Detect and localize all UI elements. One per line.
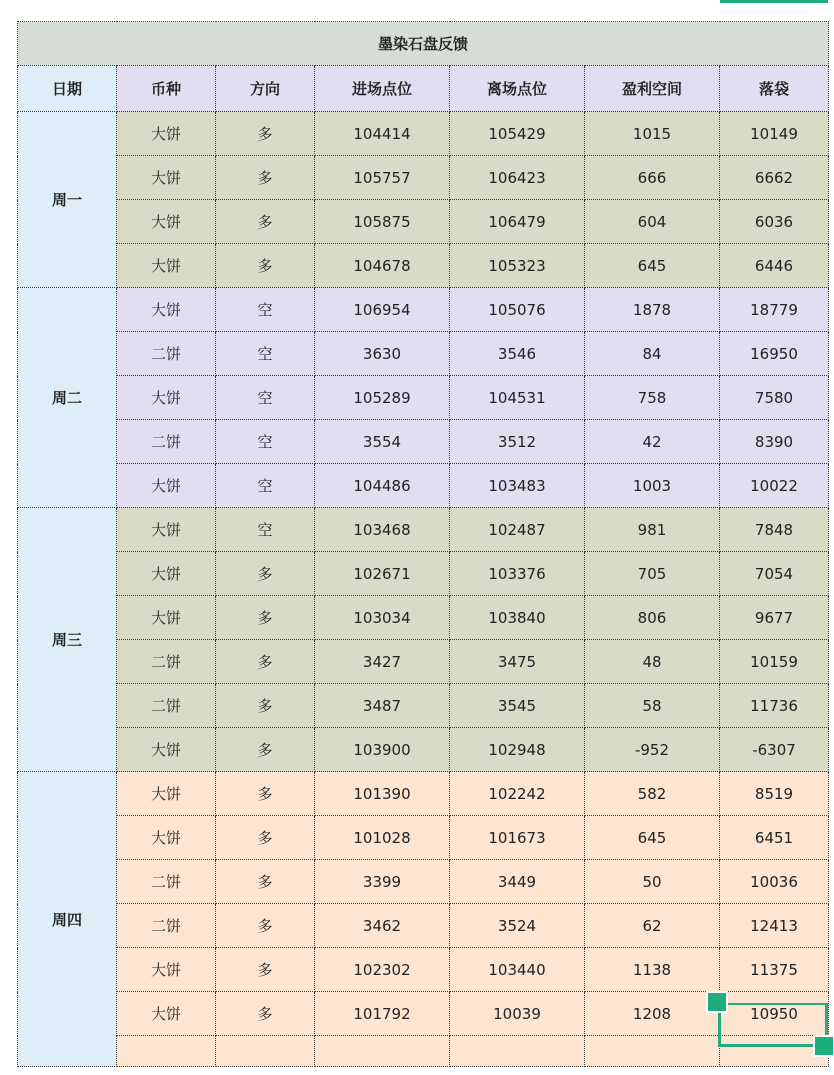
realized-cell[interactable]: 9677 (720, 596, 829, 640)
entry-cell[interactable]: 3554 (315, 420, 450, 464)
table-row (18, 112, 829, 156)
profit-space-cell[interactable]: 666 (585, 156, 720, 200)
realized-cell[interactable]: 10022 (720, 464, 829, 508)
table-row (18, 332, 829, 376)
table-row (18, 376, 829, 420)
entry-cell[interactable]: 3399 (315, 860, 450, 904)
exit-cell[interactable] (450, 1036, 585, 1067)
profit-space-cell[interactable]: 645 (585, 244, 720, 288)
coin-cell[interactable]: 大饼 (117, 992, 216, 1036)
coin-cell[interactable]: 二饼 (117, 640, 216, 684)
realized-cell[interactable]: 10149 (720, 112, 829, 156)
entry-cell[interactable]: 3487 (315, 684, 450, 728)
profit-space-cell[interactable]: 582 (585, 772, 720, 816)
table-row (18, 816, 829, 860)
cell-selection-box[interactable] (718, 1003, 828, 1047)
entry-cell[interactable]: 105875 (315, 200, 450, 244)
entry-cell[interactable]: 105757 (315, 156, 450, 200)
feedback-table (17, 21, 829, 1067)
exit-cell[interactable]: 102487 (450, 508, 585, 552)
direction-cell[interactable]: 多 (216, 684, 315, 728)
profit-space-cell[interactable]: 58 (585, 684, 720, 728)
profit-space-cell[interactable]: 1208 (585, 992, 720, 1036)
direction-cell[interactable]: 多 (216, 860, 315, 904)
exit-cell[interactable]: 3449 (450, 860, 585, 904)
profit-space-cell[interactable]: 62 (585, 904, 720, 948)
table-row (18, 640, 829, 684)
table-row (18, 508, 829, 552)
profit-space-cell[interactable]: 50 (585, 860, 720, 904)
profit-space-cell[interactable]: 1138 (585, 948, 720, 992)
table-row (18, 772, 829, 816)
exit-cell[interactable]: 105076 (450, 288, 585, 332)
sheet-title[interactable]: 墨染石盘反馈 (18, 22, 829, 66)
entry-cell[interactable]: 3630 (315, 332, 450, 376)
coin-cell[interactable]: 二饼 (117, 332, 216, 376)
header-entry[interactable]: 进场点位 (315, 66, 450, 112)
coin-cell[interactable]: 二饼 (117, 420, 216, 464)
exit-cell[interactable]: 104531 (450, 376, 585, 420)
direction-cell[interactable]: 多 (216, 112, 315, 156)
entry-cell[interactable]: 104414 (315, 112, 450, 156)
realized-cell[interactable]: 10950 (720, 992, 829, 1036)
profit-space-cell[interactable]: 806 (585, 596, 720, 640)
table-row (18, 244, 829, 288)
profit-space-cell[interactable]: 1015 (585, 112, 720, 156)
exit-cell[interactable]: 106479 (450, 200, 585, 244)
exit-cell[interactable]: 102242 (450, 772, 585, 816)
direction-cell[interactable]: 多 (216, 948, 315, 992)
table-row (18, 596, 829, 640)
profit-space-cell[interactable]: 1878 (585, 288, 720, 332)
direction-cell[interactable] (216, 1036, 315, 1067)
profit-space-cell[interactable]: 758 (585, 376, 720, 420)
table-row (18, 948, 829, 992)
realized-cell[interactable]: -6307 (720, 728, 829, 772)
profit-space-cell[interactable]: 42 (585, 420, 720, 464)
direction-cell[interactable]: 多 (216, 816, 315, 860)
direction-cell[interactable]: 多 (216, 992, 315, 1036)
coin-cell[interactable]: 大饼 (117, 244, 216, 288)
entry-cell[interactable]: 3427 (315, 640, 450, 684)
selection-handle-top-left[interactable] (706, 991, 728, 1013)
profit-space-cell[interactable]: 1003 (585, 464, 720, 508)
date-cell[interactable]: 周四 (18, 772, 117, 1067)
realized-cell[interactable]: 6446 (720, 244, 829, 288)
coin-cell[interactable]: 大饼 (117, 508, 216, 552)
table-row (18, 1036, 829, 1067)
realized-cell[interactable]: 6451 (720, 816, 829, 860)
entry-cell[interactable]: 104486 (315, 464, 450, 508)
coin-cell[interactable]: 二饼 (117, 860, 216, 904)
profit-space-cell[interactable]: 84 (585, 332, 720, 376)
coin-cell[interactable]: 二饼 (117, 684, 216, 728)
direction-cell[interactable]: 空 (216, 288, 315, 332)
realized-cell[interactable]: 10159 (720, 640, 829, 684)
direction-cell[interactable]: 空 (216, 376, 315, 420)
coin-cell[interactable] (117, 1036, 216, 1067)
entry-cell[interactable]: 102302 (315, 948, 450, 992)
profit-space-cell[interactable]: 604 (585, 200, 720, 244)
exit-cell[interactable]: 101673 (450, 816, 585, 860)
entry-cell[interactable] (315, 1036, 450, 1067)
date-cell[interactable]: 周一 (18, 112, 117, 288)
profit-space-cell[interactable]: -952 (585, 728, 720, 772)
exit-cell[interactable]: 105429 (450, 112, 585, 156)
realized-cell[interactable]: 10036 (720, 860, 829, 904)
table-row (18, 420, 829, 464)
sheet-top-strip (0, 0, 834, 8)
direction-cell[interactable]: 空 (216, 332, 315, 376)
table-row (18, 200, 829, 244)
exit-cell[interactable]: 3524 (450, 904, 585, 948)
entry-cell[interactable]: 104678 (315, 244, 450, 288)
header-row (18, 66, 829, 112)
realized-cell[interactable]: 11736 (720, 684, 829, 728)
header-direction[interactable]: 方向 (216, 66, 315, 112)
coin-cell[interactable]: 大饼 (117, 772, 216, 816)
coin-cell[interactable]: 大饼 (117, 156, 216, 200)
profit-space-cell[interactable]: 705 (585, 552, 720, 596)
coin-cell[interactable]: 大饼 (117, 948, 216, 992)
exit-cell[interactable]: 103840 (450, 596, 585, 640)
entry-cell[interactable]: 103900 (315, 728, 450, 772)
table-row (18, 156, 829, 200)
direction-cell[interactable]: 多 (216, 772, 315, 816)
table-row (18, 904, 829, 948)
realized-cell[interactable]: 7848 (720, 508, 829, 552)
exit-cell[interactable]: 102948 (450, 728, 585, 772)
realized-cell[interactable]: 8390 (720, 420, 829, 464)
realized-cell[interactable]: 7054 (720, 552, 829, 596)
realized-cell[interactable]: 16950 (720, 332, 829, 376)
coin-cell[interactable]: 大饼 (117, 112, 216, 156)
exit-cell[interactable]: 10039 (450, 992, 585, 1036)
realized-cell[interactable]: 11375 (720, 948, 829, 992)
coin-cell[interactable]: 大饼 (117, 596, 216, 640)
exit-cell[interactable]: 3475 (450, 640, 585, 684)
direction-cell[interactable]: 多 (216, 244, 315, 288)
direction-cell[interactable]: 多 (216, 552, 315, 596)
exit-cell[interactable]: 106423 (450, 156, 585, 200)
entry-cell[interactable]: 3462 (315, 904, 450, 948)
coin-cell[interactable]: 大饼 (117, 728, 216, 772)
direction-cell[interactable]: 空 (216, 464, 315, 508)
coin-cell[interactable]: 大饼 (117, 200, 216, 244)
direction-cell[interactable]: 多 (216, 728, 315, 772)
exit-cell[interactable]: 103483 (450, 464, 585, 508)
direction-cell[interactable]: 多 (216, 596, 315, 640)
exit-cell[interactable]: 3545 (450, 684, 585, 728)
realized-cell[interactable]: 18779 (720, 288, 829, 332)
entry-cell[interactable]: 101792 (315, 992, 450, 1036)
column-selection-indicator (720, 0, 828, 3)
profit-space-cell[interactable]: 645 (585, 816, 720, 860)
entry-cell[interactable]: 101028 (315, 816, 450, 860)
coin-cell[interactable]: 大饼 (117, 376, 216, 420)
profit-space-cell[interactable]: 48 (585, 640, 720, 684)
entry-cell[interactable]: 103468 (315, 508, 450, 552)
coin-cell[interactable]: 二饼 (117, 904, 216, 948)
entry-cell[interactable]: 101390 (315, 772, 450, 816)
table-row (18, 728, 829, 772)
coin-cell[interactable]: 大饼 (117, 552, 216, 596)
exit-cell[interactable]: 105323 (450, 244, 585, 288)
header-date[interactable]: 日期 (18, 66, 117, 112)
realized-cell[interactable]: 6662 (720, 156, 829, 200)
table-row (18, 860, 829, 904)
coin-cell[interactable]: 大饼 (117, 816, 216, 860)
header-exit[interactable]: 离场点位 (450, 66, 585, 112)
realized-cell[interactable]: 12413 (720, 904, 829, 948)
selection-handle-bottom-right[interactable] (813, 1035, 834, 1057)
exit-cell[interactable]: 3546 (450, 332, 585, 376)
date-cell[interactable]: 周三 (18, 508, 117, 772)
entry-cell[interactable]: 105289 (315, 376, 450, 420)
table-row (18, 684, 829, 728)
date-cell[interactable]: 周二 (18, 288, 117, 508)
table-row (18, 288, 829, 332)
entry-cell[interactable]: 106954 (315, 288, 450, 332)
entry-cell[interactable]: 103034 (315, 596, 450, 640)
exit-cell[interactable]: 103376 (450, 552, 585, 596)
header-realized[interactable]: 落袋 (720, 66, 829, 112)
direction-cell[interactable]: 多 (216, 200, 315, 244)
realized-cell[interactable]: 6036 (720, 200, 829, 244)
table-row (18, 552, 829, 596)
direction-cell[interactable]: 空 (216, 420, 315, 464)
exit-cell[interactable]: 3512 (450, 420, 585, 464)
coin-cell[interactable]: 大饼 (117, 288, 216, 332)
header-profit-space[interactable]: 盈利空间 (585, 66, 720, 112)
direction-cell[interactable]: 多 (216, 156, 315, 200)
entry-cell[interactable]: 102671 (315, 552, 450, 596)
direction-cell[interactable]: 空 (216, 508, 315, 552)
realized-cell[interactable]: 8519 (720, 772, 829, 816)
table-row (18, 464, 829, 508)
coin-cell[interactable]: 大饼 (117, 464, 216, 508)
realized-cell[interactable]: 7580 (720, 376, 829, 420)
direction-cell[interactable]: 多 (216, 904, 315, 948)
direction-cell[interactable]: 多 (216, 640, 315, 684)
exit-cell[interactable]: 103440 (450, 948, 585, 992)
profit-space-cell[interactable]: 981 (585, 508, 720, 552)
profit-space-cell[interactable] (585, 1036, 720, 1067)
header-coin[interactable]: 币种 (117, 66, 216, 112)
